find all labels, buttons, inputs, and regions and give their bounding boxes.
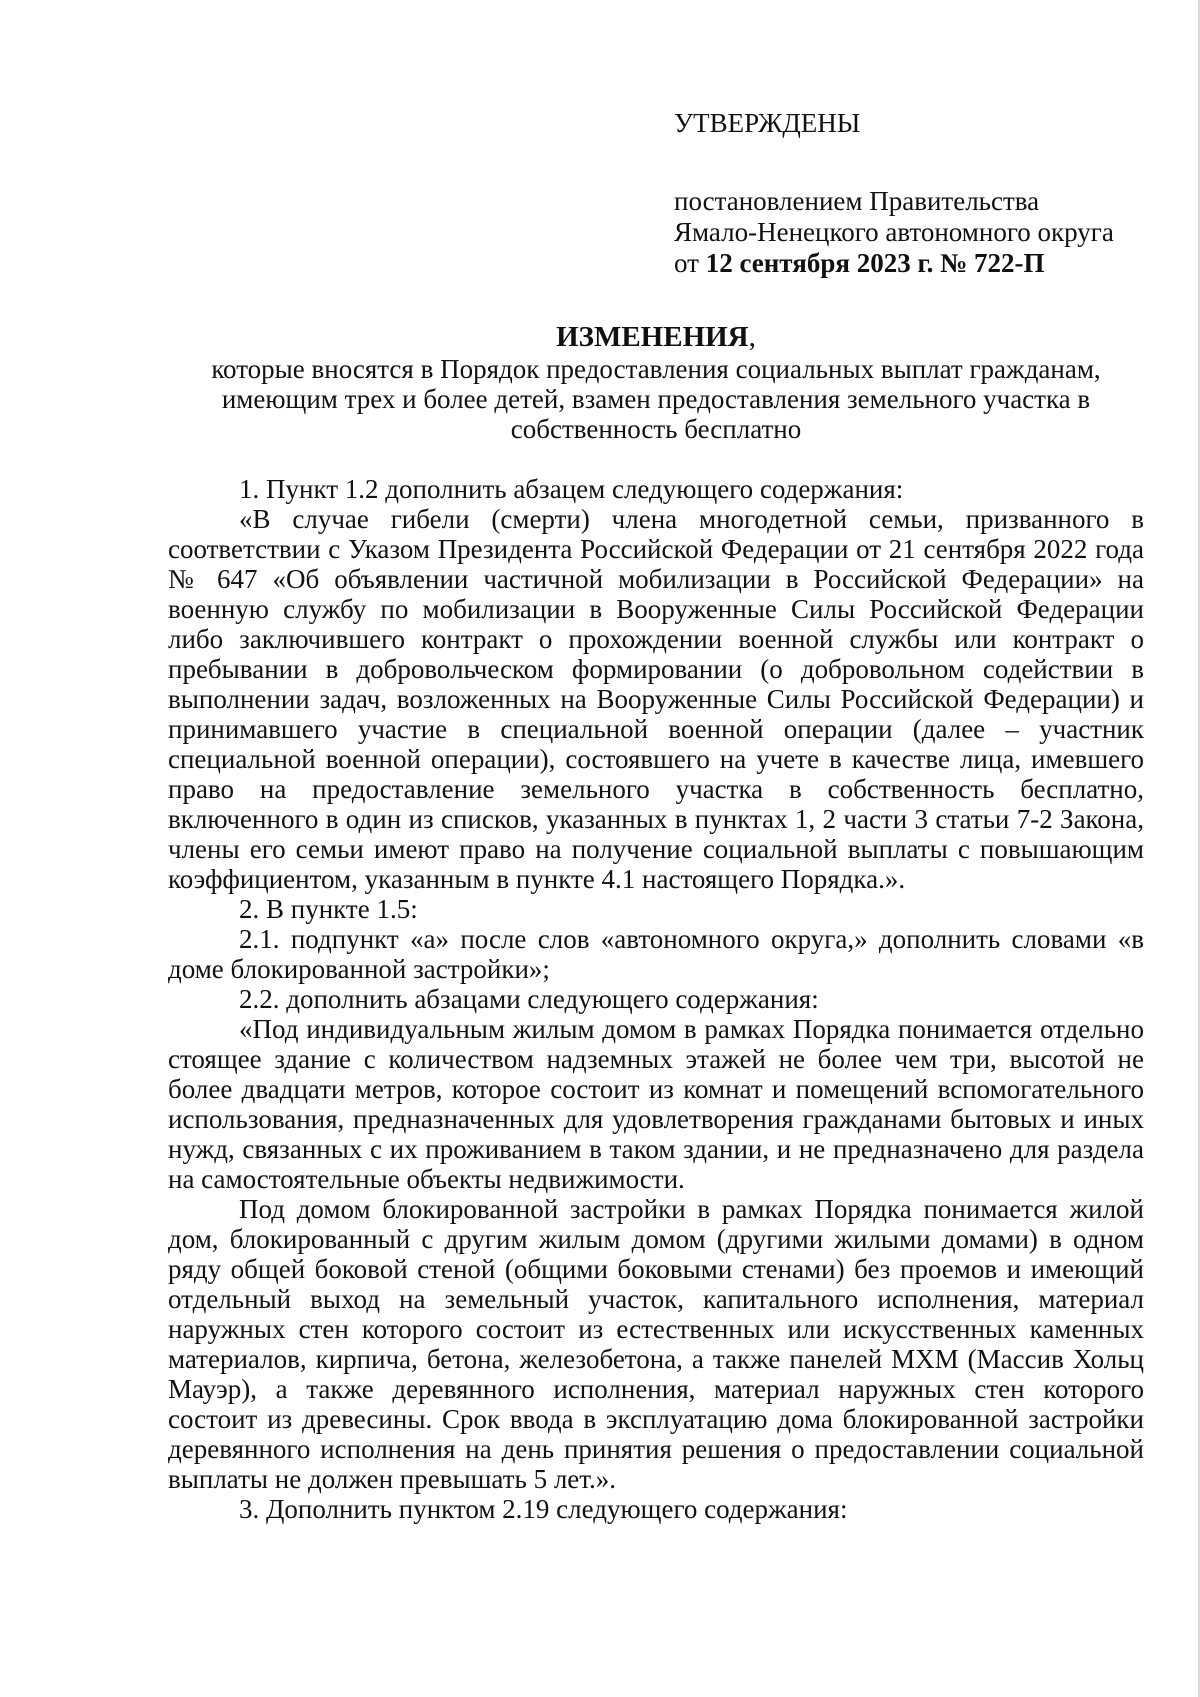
approved-stamp-text: УТВЕРЖДЕНЫ xyxy=(674,108,861,138)
approval-date: 12 сентября 2023 г. № 722-П xyxy=(705,248,1045,278)
paragraph-item-1: 1. Пункт 1.2 дополнить абзацем следующего содержания: xyxy=(239,474,904,504)
approval-block xyxy=(674,108,1174,279)
document-title xyxy=(168,322,1144,352)
paragraph-blocked-house-definition: Под домом блокированной застройки в рамках Порядка понимается жилой дом, блокированный с другим жилым домом (другими жилыми домами) в одном ряду общей боковой стеной (общими боковыми стенами) без проемов и имеющий отдельный выход на земельный участок, капитального исполнения, материал наружных стен которого состоит из естественных или искусственных каменных материалов, кирпича, бетона, железобетона, а также панелей МХМ (Массив Хольц Мауэр), а также деревянного исполнения, материал наружных стен которого состоит из древесины. Срок ввода в эксплуатацию дома блокированной застройки деревянного исполнения на день принятия решения о предоставлении социальной выплаты не должен превышать 5 лет.». xyxy=(168,1194,1144,1494)
document-subtitle: которые вносятся в Порядок предоставления социальных выплат гражданам, имеющим трех и более детей, взамен предоставления земельного участка в собственность бесплатно xyxy=(211,354,1101,444)
document-body xyxy=(168,474,1144,1524)
approval-line-2: Ямало-Ненецкого автономного округа xyxy=(674,217,1114,247)
paragraph-item-2-2: 2.2. дополнить абзацами следующего содержания: xyxy=(239,984,819,1014)
document-title-suffix: , xyxy=(748,321,756,353)
document-heading xyxy=(168,322,1144,444)
paragraph-quote-house-definition: «Под индивидуальным жилым домом в рамках Порядка понимается отдельно стоящее здание с количеством надземных этажей не более чем три, высотой не более двадцати метров, которое состоит из комнат и помещений вспомогательного использования, предназначенных для удовлетворения гражданами бытовых и иных нужд, связанных с их проживанием в таком здании, и не предназначено для раздела на самостоятельные объекты недвижимости. xyxy=(168,1014,1144,1194)
paragraph-quote-1-2: «В случае гибели (смерти) члена многодетной семьи, призванного в соответствии с Указом Президента Российской Федерации от 21 сентября 2022 года № 647 «Об объявлении частичной мобилизации в Российской Федерации» на военную службу по мобилизации в Вооруженные Силы Российской Федерации либо заключившего контракт о прохождении военной службы или контракт о пребывании в добровольческом формировании (о добровольном содействии в выполнении задач, возложенных на Вооруженные Силы Российской Федерации) и принимавшего участие в специальной военной операции (далее – участник специальной военной операции), состоявшего на учете в качестве лица, имевшего право на предоставление земельного участка в собственность бесплатно, включенного в один из списков, указанных в пунктах 1, 2 части 3 статьи 7-2 Закона, члены его семьи имеют право на получение социальной выплаты с повышающим коэффициентом, указанным в пункте 4.1 настоящего Порядка.». xyxy=(168,504,1144,894)
paragraph-item-2: 2. В пункте 1.5: xyxy=(239,894,418,924)
approval-line-1: постановлением Правительства xyxy=(674,186,1040,216)
paragraph-item-3: 3. Дополнить пунктом 2.19 следующего содержания: xyxy=(239,1494,848,1524)
approval-date-line xyxy=(674,248,1174,279)
approval-date-prefix: от xyxy=(674,248,699,278)
document-title-text: ИЗМЕНЕНИЯ xyxy=(556,321,749,353)
paragraph-item-2-1: 2.1. подпункт «а» после слов «автономного округа,» дополнить словами «в доме блокированной застройки»; xyxy=(168,924,1144,984)
